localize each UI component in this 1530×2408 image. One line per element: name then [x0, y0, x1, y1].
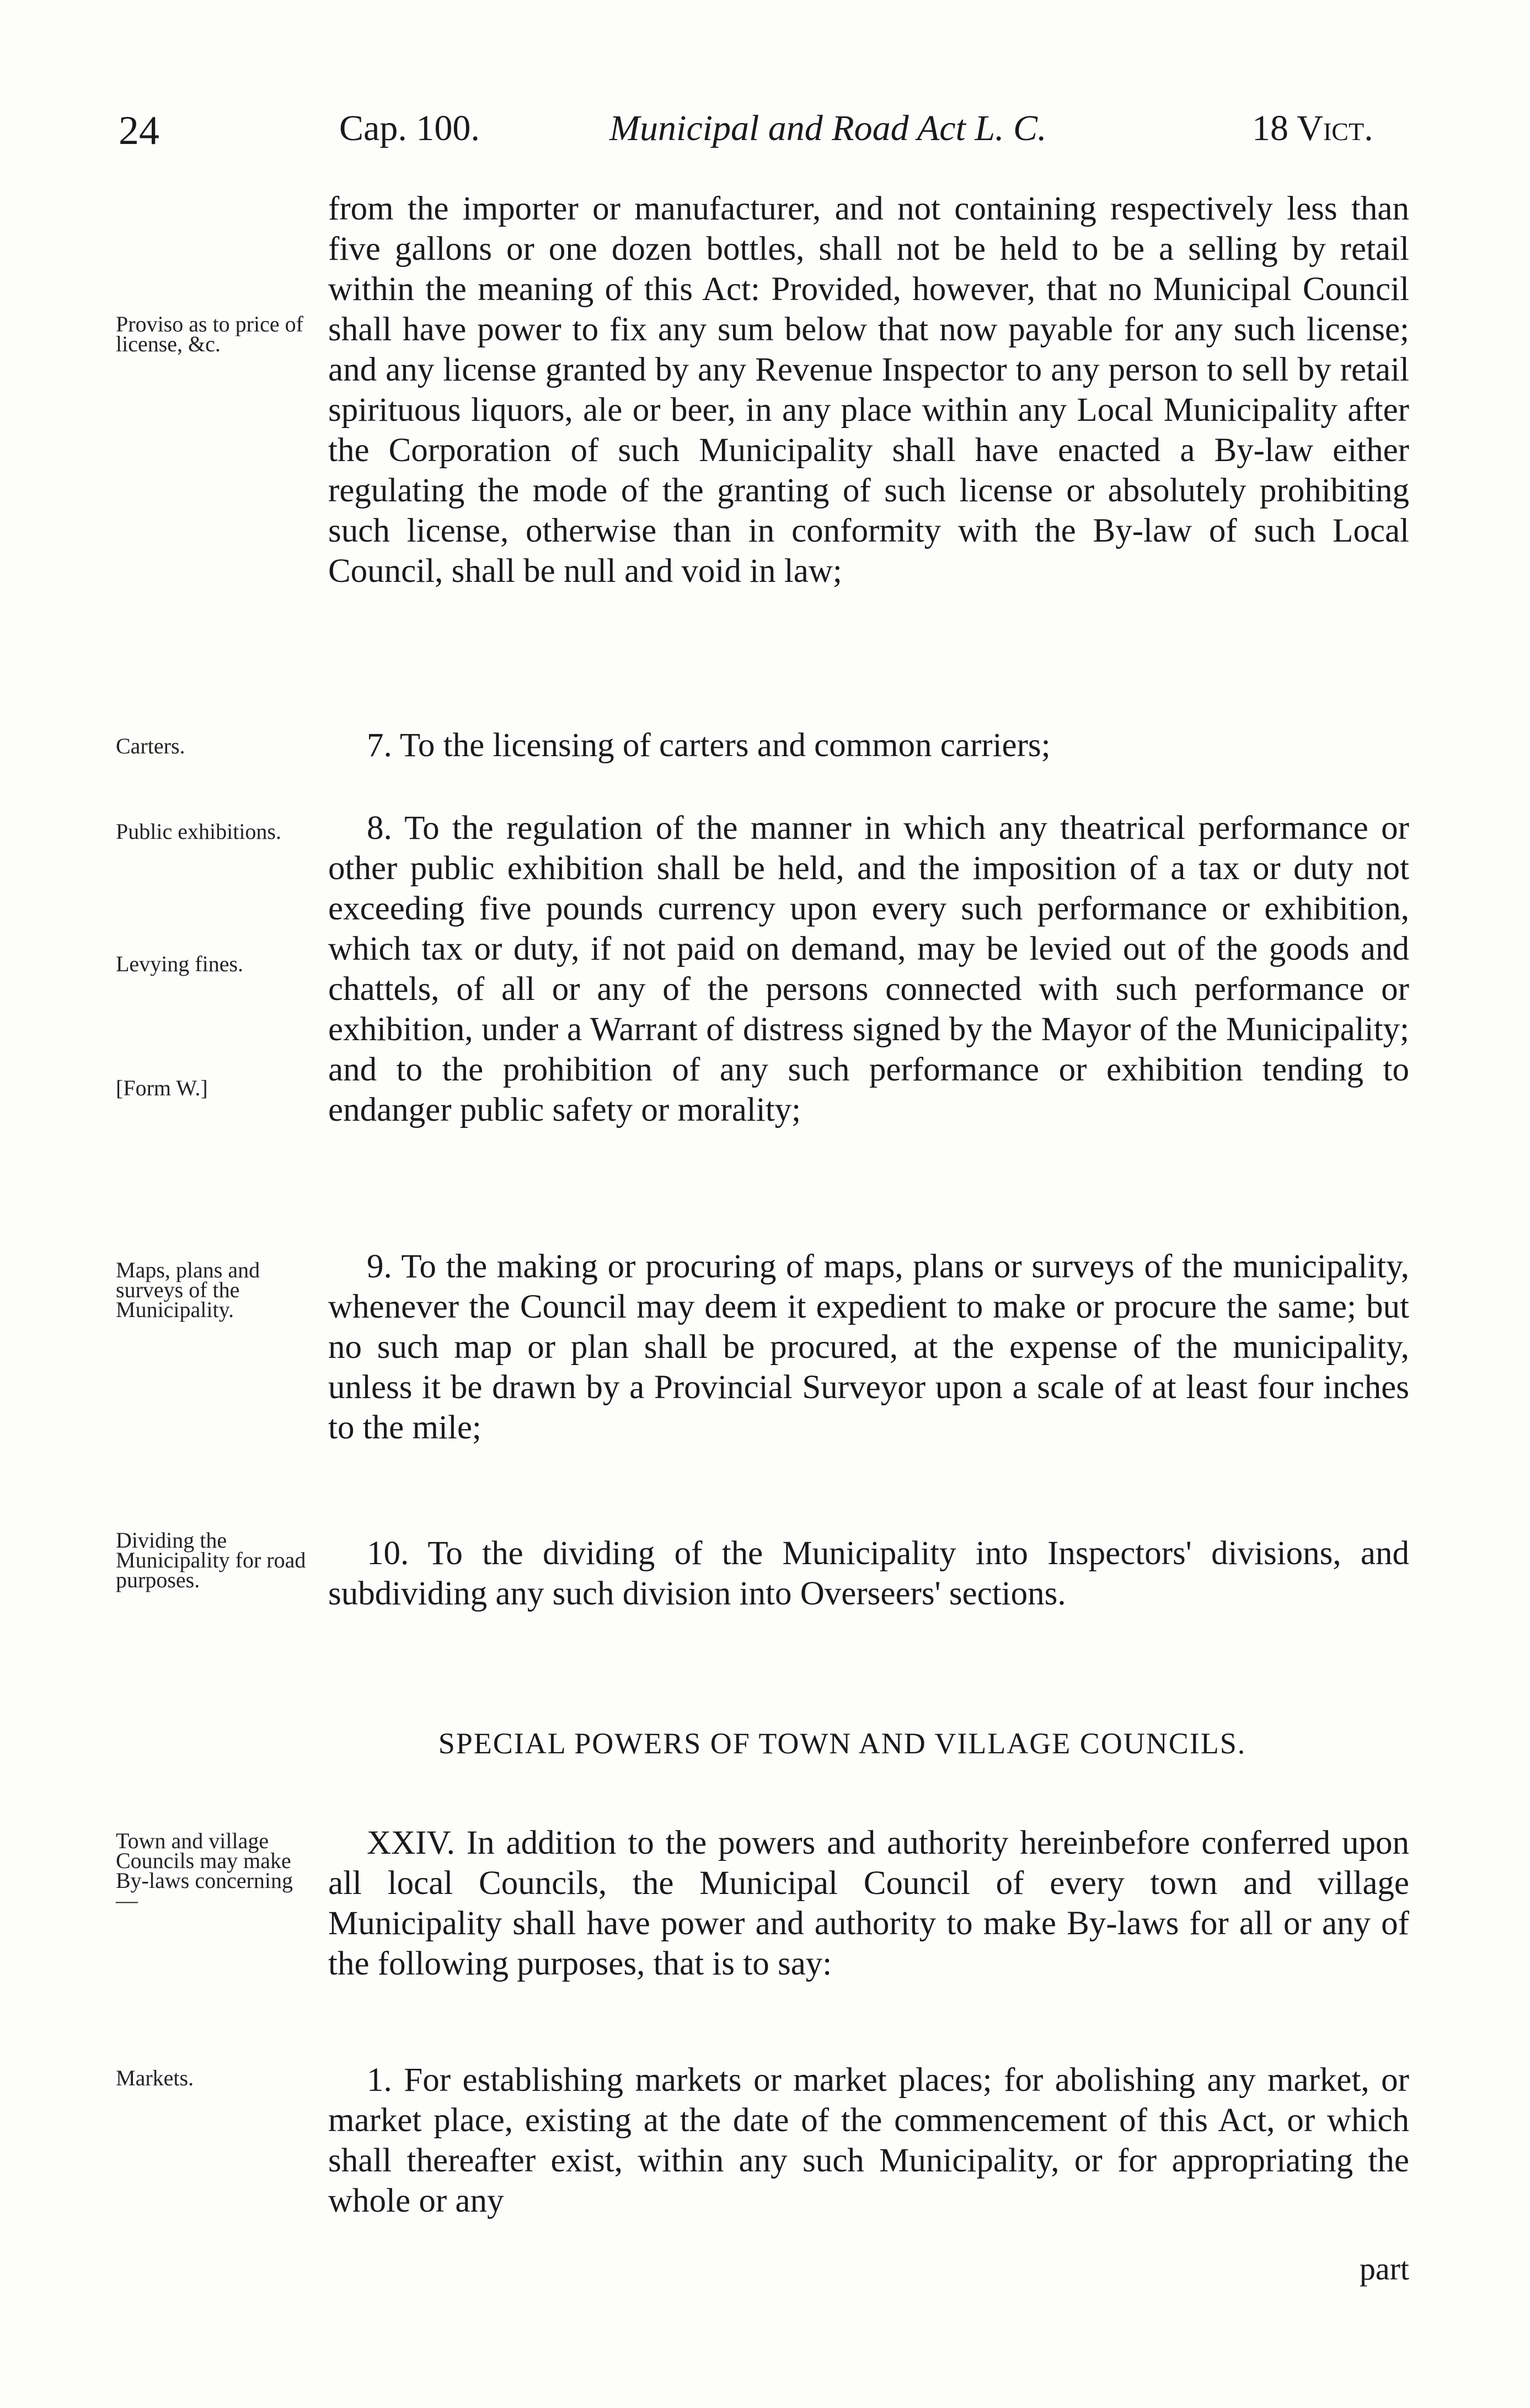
- margin-note-maps: Maps, plans and surveys of the Municipality.: [116, 1257, 260, 1322]
- margin-note-dividing: Dividing the Municipality for road purposes.: [116, 1528, 306, 1592]
- running-header: [0, 108, 1530, 157]
- section-24: [328, 1823, 1409, 1984]
- clause-8: [328, 808, 1409, 1130]
- clause-8-text: 8. To the regulation of the manner in which any theatrical performance or other public exhibition shall be held, and the imposition of a tax or duty not exceeding five pounds currency upon every such performance or exhibition, which tax or duty, if not paid on demand, may be levied out of the goods and chattels, of all or any of the persons connected with such performance or exhibition, under a Warrant of distress signed by the Mayor of the Municipality; and to the prohibition of any such performance or exhibition tending to endanger public safety or morality;: [328, 810, 1409, 1128]
- page-number: 24: [119, 108, 159, 153]
- paragraph-text: from the importer or manufacturer, and not containing respectively less than five gallons or one dozen bottles, shall not be held to be a selling by retail within the meaning of this Act: Provided, however, that no Municipal Council shall have power to fix any sum below that now payable for any such license; and any license granted by any Revenue Inspector to any person to sell by retail spirituous liquors, ale or beer, in any place within any Local Municipality after the Corporation of such Municipality shall have enacted a By-law either regulating the mode of the granting of such license or absolutely prohibiting such license, otherwise than in conformity with the By-law of such Local Council, shall be null and void in law;: [328, 190, 1409, 590]
- clause-10-text: 10. To the dividing of the Municipality into Inspectors' divisions, and subdividing any such division into Overseers' sections.: [328, 1535, 1409, 1612]
- clause-10: [328, 1533, 1409, 1614]
- margin-note-town-village: Town and village Councils may make By-laws concerning—: [116, 1828, 293, 1913]
- margin-note-public-exhibitions: Public exhibitions.: [116, 819, 281, 844]
- margin-note-markets: Markets.: [116, 2065, 194, 2090]
- clause-9: [328, 1246, 1409, 1448]
- section-heading: [0, 1726, 1530, 1760]
- margin-note-proviso: Proviso as to price of license, &c.: [116, 312, 303, 356]
- section-heading-text: SPECIAL POWERS OF TOWN AND VILLAGE COUNCILS.: [438, 1727, 1247, 1760]
- margin-note-levying-fines: Levying fines.: [116, 951, 244, 976]
- chapter-label: Cap. 100.: [339, 108, 480, 148]
- catchword: part: [1359, 2251, 1409, 2287]
- margin-note-carters: Carters.: [116, 734, 185, 758]
- section-24-text: XXIV. In addition to the powers and authority hereinbefore conferred upon all local Councils, the Municipal Council of every town and village Municipality shall have power and authority to make By-laws for all or any of the following purposes, that is to say:: [328, 1824, 1409, 1982]
- regnal-year: 18 Vict.: [1252, 108, 1373, 148]
- act-title: Municipal and Road Act L. C.: [609, 108, 1047, 148]
- clause-7-text: 7. To the licensing of carters and common carriers;: [367, 727, 1051, 764]
- clause-1: [328, 2060, 1409, 2221]
- clause-7: [328, 725, 1409, 766]
- clause-1-text: 1. For establishing markets or market places; for abolishing any market, or market place, existing at the date of the commencement of this Act, or which shall thereafter exist, within any such Municipality, or for appropriating the whole or any: [328, 2062, 1409, 2219]
- margin-note-form-w: [Form W.]: [116, 1075, 208, 1100]
- opening-paragraph: [328, 189, 1409, 591]
- clause-9-text: 9. To the making or procuring of maps, plans or surveys of the municipality, whenever the Council may deem it expedient to make or procure the same; but no such map or plan shall be procured, at the expense of the municipality, unless it be drawn by a Provincial Surveyor upon a scale of at least four inches to the mile;: [328, 1248, 1409, 1446]
